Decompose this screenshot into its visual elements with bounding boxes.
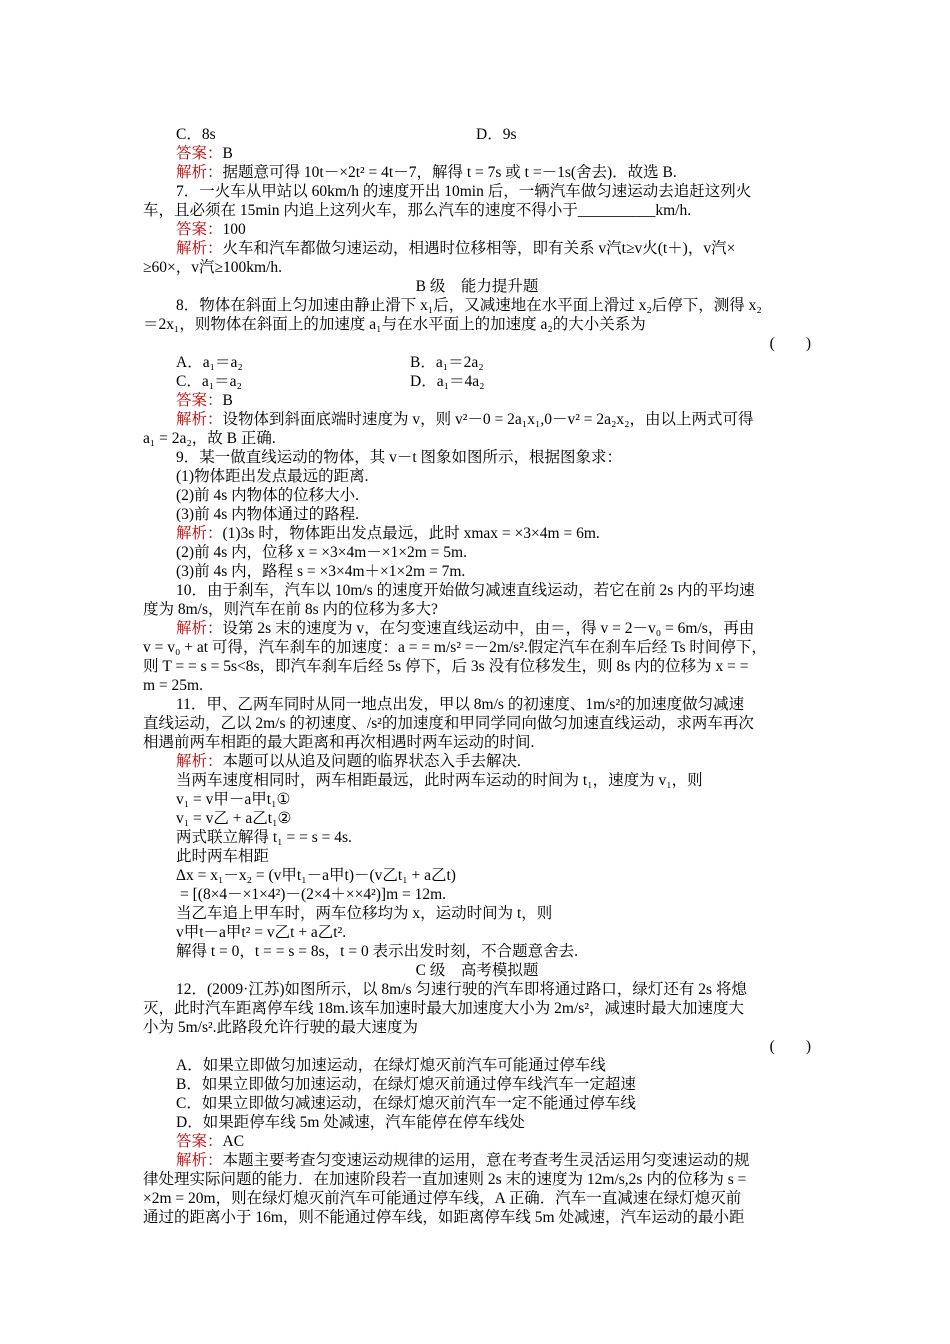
option-line-a-b xyxy=(176,353,844,372)
answer-label: 答案： xyxy=(176,221,223,238)
question-12-line: 12．(2009·江苏)如图所示，以 8m/s 匀速行驶的汽车即将通过路口，绿灯还有 2s 将熄 xyxy=(176,981,747,998)
question-11-line: 11．甲、乙两车同时从同一地点出发，甲以 8m/s 的初速度、1m/s²的加速度做匀减速 xyxy=(176,696,745,713)
analysis-text: (1)3s 时，物体距出发点最远，此时 xmax = ×3×4m = 6m. xyxy=(222,525,600,542)
question-8-line: ＝2x₁，则物体在斜面上的加速度 a₁与在水平面上的加速度 a₂的大小关系为 xyxy=(143,316,646,333)
section-heading-b: B 级 能力提升题 xyxy=(415,278,539,295)
option-b: B．a₁＝2a₂ xyxy=(410,354,484,371)
analysis-line: (3)前 4s 内，路程 s = ×3×4m＋×1×2m = 7m. xyxy=(176,563,466,580)
analysis-line: 则 T = = s = 5s<8s，即汽车刹车后经 5s 停下，后 3s 没有位移发生，则 8s 内的位移为 x = = xyxy=(143,658,749,675)
option-line-c-d xyxy=(176,372,844,391)
analysis-line: 通过的距离小于 16m，则不能通过停车线，如距离停车线 5m 处减速，汽车运动的最小距 xyxy=(143,1209,745,1226)
question-10-line: 10．由于刹车，汽车以 10m/s 的速度开始做匀减速直线运动，若它在前 2s 内的平均速 xyxy=(176,582,755,599)
question-9-line: (3)前 4s 内物体通过的路程. xyxy=(176,506,359,523)
analysis-line: v = v₀ + at 可得，汽车刹车的加速度：a = = m/s² =－2m/s².假定汽车在刹车后经 Ts 时间停下， xyxy=(143,639,767,656)
analysis-line: 当两车速度相同时，两车相距最远，此时两车运动的时间为 t₁，速度为 v₁，则 xyxy=(176,772,703,789)
answer-label: 答案： xyxy=(176,1133,223,1150)
question-11-line: 直线运动，乙以 2m/s 的初速度、/s²的加速度和甲同学同向做匀加速直线运动，求两车再次 xyxy=(143,715,754,732)
question-9-line: 9．某一做直线运动的物体，其 v－t 图象如图所示，根据图象求： xyxy=(176,449,623,466)
analysis-line: (2)前 4s 内，位移 x = ×3×4m－×1×2m = 5m. xyxy=(176,544,467,561)
option-a: A．a₁＝a₂ xyxy=(176,354,243,371)
analysis-line: a₁ = 2a₂，故 B 正确. xyxy=(143,430,276,447)
question-7-line: 车，且必须在 15min 内追上这列火车，那么汽车的速度不得小于__________km/h. xyxy=(143,202,692,219)
question-7-line: 7．一火车从甲站以 60km/h 的速度开出 10min 后，一辆汽车做匀速运动去追赶这列火 xyxy=(176,183,752,200)
analysis-line: 律处理实际问题的能力．在加速阶段若一直加速则 2s 末的速度为 12m/s,2s 内的位移为 s = xyxy=(143,1171,747,1188)
answer-text: AC xyxy=(222,1133,245,1150)
option-b: B．如果立即做匀加速运动，在绿灯熄灭前通过停车线汽车一定超速 xyxy=(176,1076,636,1093)
analysis-label: 解析： xyxy=(176,240,223,257)
analysis-line: ×2m = 20m，则在绿灯熄灭前汽车可能通过停车线，A 正确．汽车一直减速在绿灯熄灭前 xyxy=(143,1190,742,1207)
analysis-label: 解析： xyxy=(176,1152,223,1169)
analysis-text: 本题可以从追及问题的临界状态入手去解决. xyxy=(222,753,521,770)
question-9-line: (1)物体距出发点最远的距离. xyxy=(176,468,369,485)
section-heading-c: C 级 高考模拟题 xyxy=(415,962,539,979)
analysis-line: m = 25m. xyxy=(143,677,203,694)
analysis-line xyxy=(176,524,844,543)
option-d: D．9s xyxy=(476,126,517,143)
analysis-label: 解析： xyxy=(176,525,223,542)
equation-delta-x: Δx = x₁－x₂ = (v甲t₁－a甲t)－(v乙t₁ + a乙t) xyxy=(176,867,456,884)
question-12-line: 小为 5m/s².此路段允许行驶的最大速度为 xyxy=(143,1019,419,1036)
analysis-text: 火车和汽车都做匀速运动，相遇时位移相等，即有关系 v汽t≥v火(t＋)，v汽× xyxy=(222,240,736,257)
equation-1: v₁ = v甲－a甲t₁① xyxy=(176,791,291,808)
answer-label: 答案： xyxy=(176,145,223,162)
analysis-text: 设物体到斜面底端时速度为 v，则 v²－0 = 2a₁x₁,0－v² = 2a₂x₂，由以上两式可得 xyxy=(222,411,754,428)
answer-bracket: ( ) xyxy=(769,1038,811,1055)
analysis-line xyxy=(176,410,844,429)
analysis-line: ≥60×，v汽≥100km/h. xyxy=(143,259,282,276)
analysis-line xyxy=(176,619,844,638)
option-d: D．a₁＝4a₂ xyxy=(410,373,485,390)
analysis-label: 解析： xyxy=(176,164,223,181)
option-a: A．如果立即做匀加速运动，在绿灯熄灭前汽车可能通过停车线 xyxy=(176,1057,606,1074)
analysis-label: 解析： xyxy=(176,411,223,428)
analysis-line: 当乙车追上甲车时，两车位移均为 x，运动时间为 t，则 xyxy=(176,905,553,922)
option-c: C．a₁＝a₂ xyxy=(176,373,242,390)
option-d: D．如果距停车线 5m 处减速，汽车能停在停车线处 xyxy=(176,1114,525,1131)
answer-line xyxy=(176,1132,844,1151)
option-c: C．如果立即做匀减速运动，在绿灯熄灭前汽车一定不能通过停车线 xyxy=(176,1095,636,1112)
analysis-label: 解析： xyxy=(176,620,223,637)
answer-line xyxy=(176,144,844,163)
answer-text: 100 xyxy=(222,221,246,238)
option-line-c-d xyxy=(176,125,844,144)
analysis-line: 此时两车相距 xyxy=(176,848,270,865)
analysis-line xyxy=(176,752,844,771)
analysis-line xyxy=(176,1151,844,1170)
answer-line xyxy=(176,391,844,410)
answer-text: B xyxy=(222,145,233,162)
analysis-line: 解得 t = 0，t = = s = 8s，t = 0 表示出发时刻，不合题意舍去. xyxy=(176,943,578,960)
question-12-line: 灭，此时汽车距离停车线 18m.该车加速时最大加速度大小为 2m/s²，减速时最大加速度大 xyxy=(143,1000,744,1017)
answer-line xyxy=(176,220,844,239)
analysis-label: 解析： xyxy=(176,753,223,770)
analysis-text: 设第 2s 末的速度为 v，在匀变速直线运动中，由＝，得 v = 2－v₀ = 6m/s，再由 xyxy=(222,620,755,637)
equation-2: v₁ = v乙 + a乙t₁② xyxy=(176,810,292,827)
answer-text: B xyxy=(222,392,233,409)
analysis-line xyxy=(176,239,844,258)
question-10-line: 度为 8m/s，则汽车在前 8s 内的位移为多大? xyxy=(143,601,438,618)
question-11-line: 相遇前两车相距的最大距离和再次相遇时两车运动的时间. xyxy=(143,734,535,751)
equation-result: = [(8×4－×1×4²)－(2×4＋××4²)]m = 12m. xyxy=(180,886,447,903)
option-c: C．8s xyxy=(176,126,216,143)
analysis-text: 据题意可得 10t－×2t² = 4t－7，解得 t = 7s 或 t =－1s(舍去)．故选 B. xyxy=(222,164,677,181)
question-9-line: (2)前 4s 内物体的位移大小. xyxy=(176,487,359,504)
question-8-line: 8．物体在斜面上匀加速由静止滑下 x₁后，又减速地在水平面上滑过 x₂后停下，测得 x₂ xyxy=(176,297,762,314)
analysis-text: 本题主要考查匀变速运动规律的运用，意在考查考生灵活运用匀变速运动的规 xyxy=(222,1152,750,1169)
equation-3: v甲t－a甲t² = v乙t + a乙t². xyxy=(176,924,347,941)
answer-bracket: ( ) xyxy=(769,335,811,352)
analysis-line: 两式联立解得 t₁ = = s = 4s. xyxy=(176,829,352,846)
analysis-line xyxy=(176,163,844,182)
answer-label: 答案： xyxy=(176,392,223,409)
